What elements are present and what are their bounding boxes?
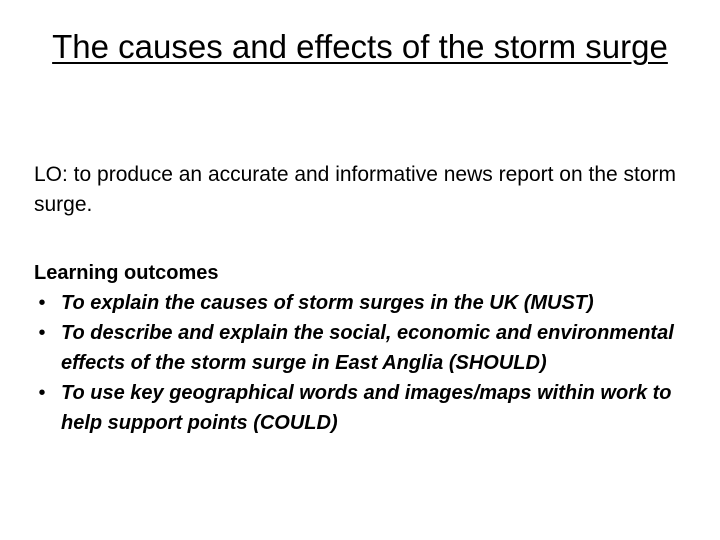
learning-outcomes [34, 258, 704, 438]
learning-outcome-item [34, 318, 704, 378]
learning-outcomes-list [34, 288, 704, 438]
bullet-icon: • [38, 382, 46, 404]
learning-outcome-item [34, 288, 704, 318]
bullet-icon: • [38, 322, 46, 344]
learning-outcome-item [34, 378, 704, 438]
learning-outcomes-heading: Learning outcomes [34, 262, 219, 284]
slide-title: The causes and effects of the storm surge [52, 28, 668, 65]
learning-outcome-text: To use key geographical words and images/maps within work to help support points (COULD) [61, 382, 672, 434]
learning-objective: LO: to produce an accurate and informative news report on the storm surge. [34, 163, 677, 216]
learning-outcome-text: To describe and explain the social, economic and environmental effects of the storm surge in East Anglia (SHOULD) [61, 322, 674, 374]
learning-outcome-text: To explain the causes of storm surges in the UK (MUST) [61, 292, 594, 314]
bullet-icon: • [38, 292, 46, 314]
